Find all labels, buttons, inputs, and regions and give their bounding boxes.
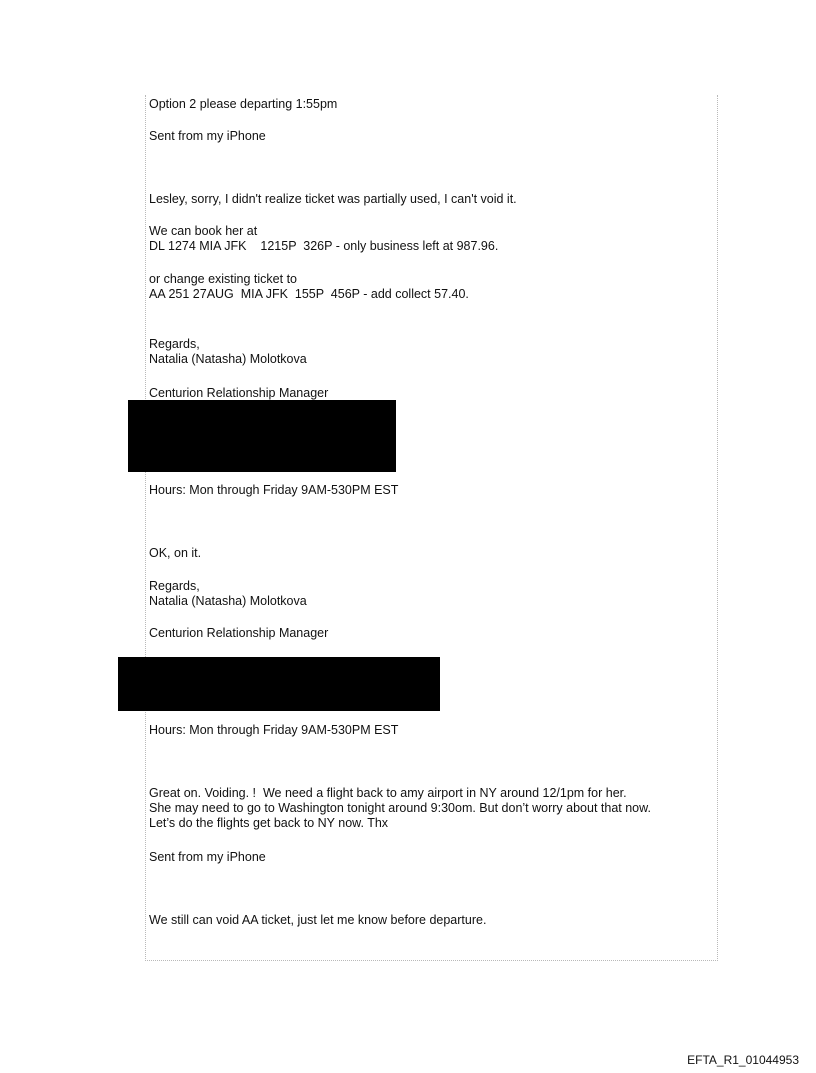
message-body: Lesley, sorry, I didn't realize ticket was partially used, I can't void it. [149,192,517,206]
signature-hours: Hours: Mon through Friday 9AM-530PM EST [149,723,399,737]
signature-regards: Regards, [149,579,200,593]
alternate-option-line: AA 251 27AUG MIA JFK 155P 456P - add collect 57.40. [149,287,469,301]
signature-hours: Hours: Mon through Friday 9AM-530PM EST [149,483,399,497]
message-body: OK, on it. [149,546,202,560]
message-body-line: Great on. Voiding. ! We need a flight back to amy airport in NY around 12/1pm for her. [149,786,627,800]
signature-name: Natalia (Natasha) Molotkova [149,352,307,366]
message-body-line: She may need to go to Washington tonight around 9:30om. But don’t worry about that now. [149,801,651,815]
signature-role: Centurion Relationship Manager [149,386,329,400]
redaction-block [128,400,396,472]
redaction-block [118,657,440,711]
document-id: EFTA_R1_01044953 [687,1053,799,1067]
message-body: We still can void AA ticket, just let me know before departure. [149,913,487,927]
signature-regards: Regards, [149,337,200,351]
booking-option-line: DL 1274 MIA JFK 1215P 326P - only business left at 987.96. [149,239,499,253]
signature-name: Natalia (Natasha) Molotkova [149,594,307,608]
message-body: Option 2 please departing 1:55pm [149,97,338,111]
message-signature: Sent from my iPhone [149,850,266,864]
signature-role: Centurion Relationship Manager [149,626,329,640]
message-body-line: Let’s do the flights get back to NY now. Thx [149,816,389,830]
message-signature: Sent from my iPhone [149,129,266,143]
alternate-option-intro: or change existing ticket to [149,272,297,286]
booking-option-intro: We can book her at [149,224,258,238]
